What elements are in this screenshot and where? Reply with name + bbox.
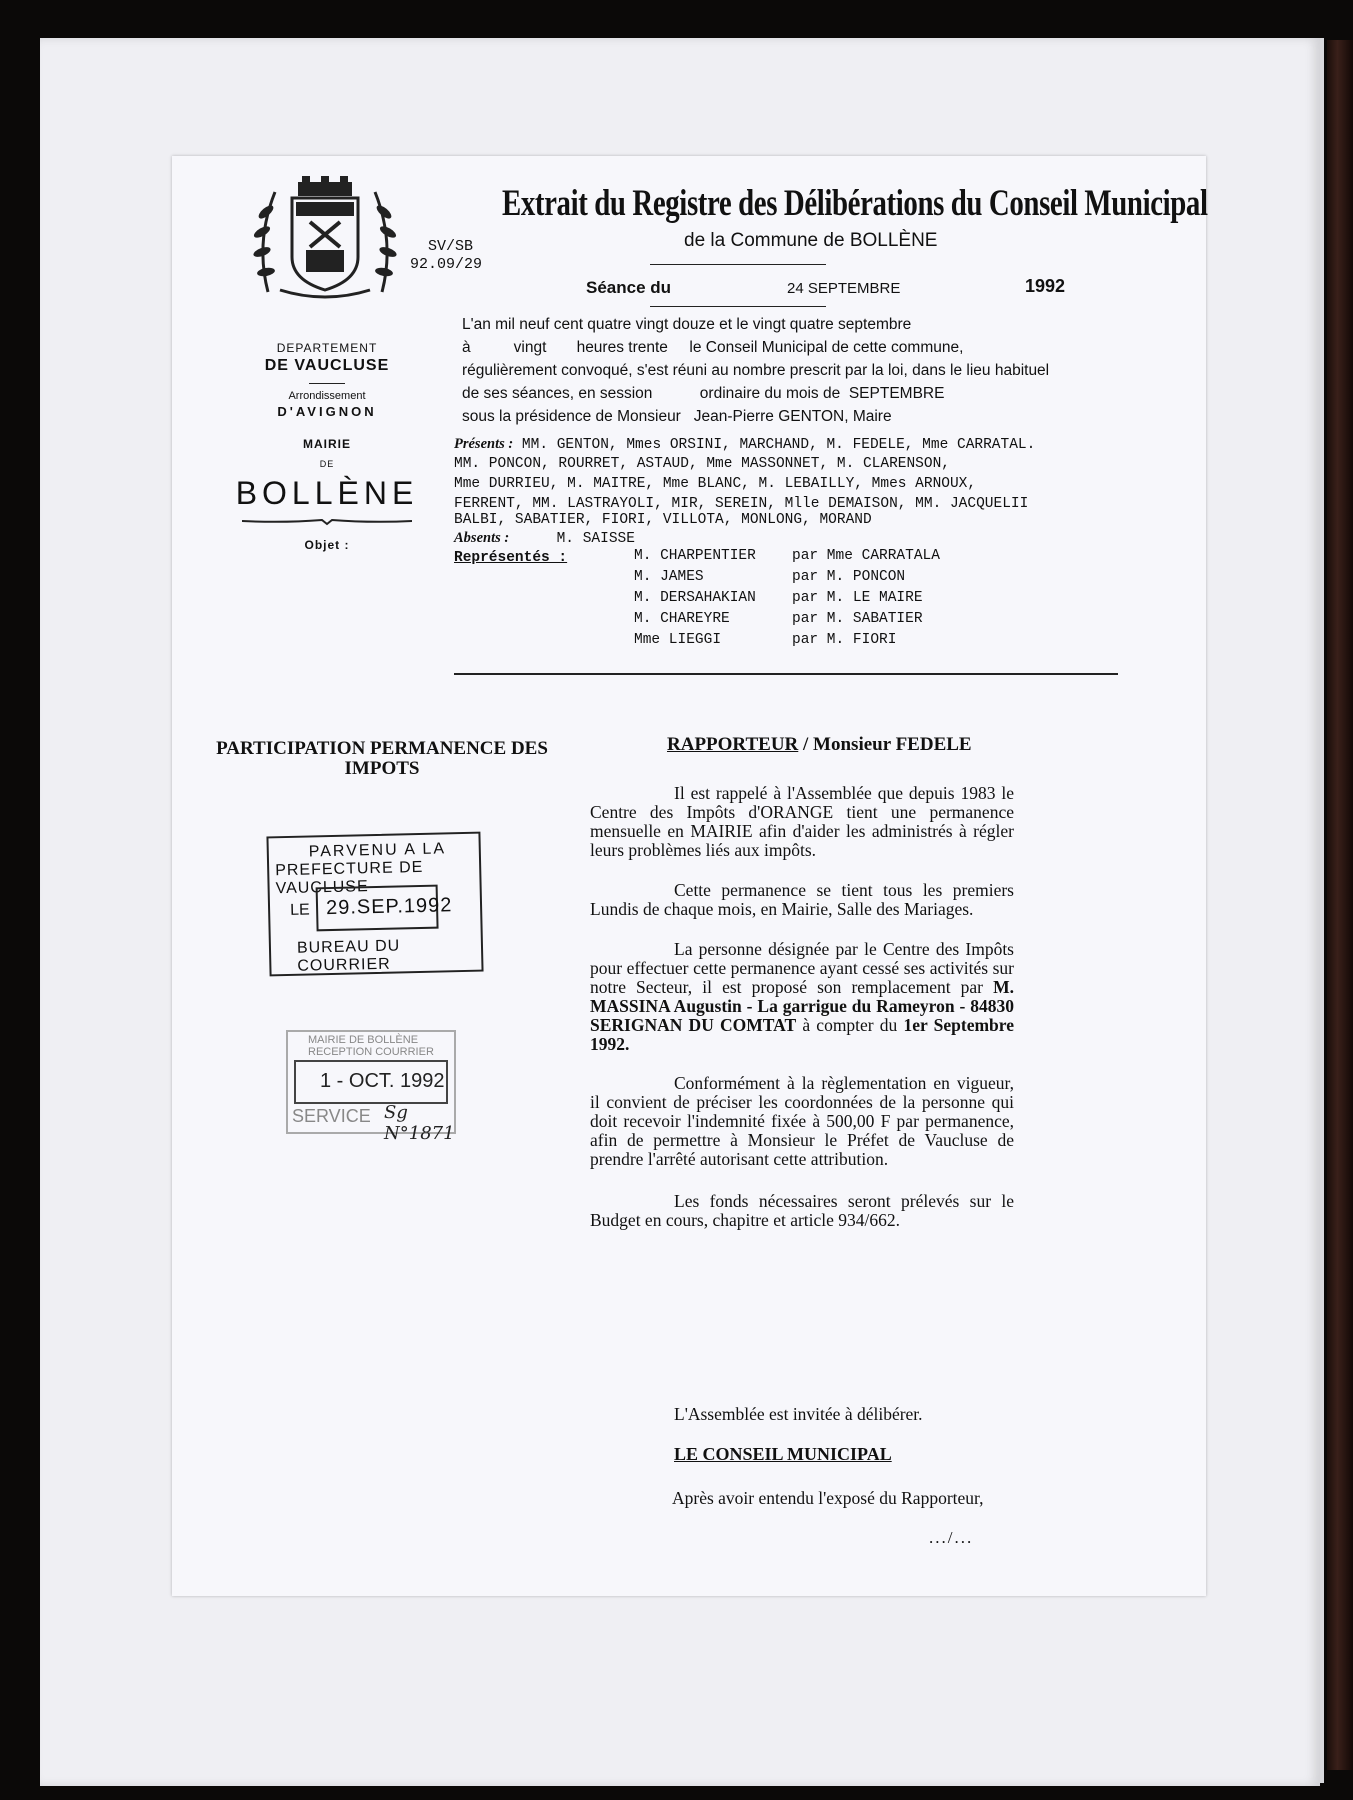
intro-line-2: à vingt heures trente le Conseil Municipal de cette commune,	[462, 339, 964, 356]
reference-line-2: 92.09/29	[410, 256, 483, 273]
mairie-stamp-line-1: MAIRIE DE BOLLÈNE	[308, 1034, 419, 1046]
de-label: DE	[319, 459, 335, 469]
represented-by: par M. SABATIER	[792, 611, 923, 627]
paragraph-2-text: Cette permanence se tient tous les premiers Lundis de chaque mois, en Mairie, Salle des Mariages.	[590, 880, 1014, 919]
intro-line-3: régulièrement convoqué, s'est réuni au nombre prescrit par la loi, dans le lieu habituel	[462, 362, 1050, 379]
rapporteur-label: RAPPORTEUR	[667, 734, 799, 755]
representes-row	[634, 569, 704, 585]
mairie-stamp-date: 1 - OCT. 1992	[320, 1070, 445, 1092]
dept-label: DEPARTEMENT	[276, 341, 378, 355]
seance-year: 1992	[1025, 276, 1066, 296]
represented-name: Mme LIEGGI	[634, 632, 722, 648]
rapporteur-heading	[667, 734, 972, 756]
register-subtitle: de la Commune de BOLLÈNE	[684, 230, 938, 251]
paragraph-2	[590, 881, 1014, 919]
reference-code	[410, 238, 482, 274]
seance-label: Séance du	[586, 278, 672, 297]
paragraph-6: L'Assemblée est invitée à délibérer.	[674, 1404, 923, 1424]
header-separator	[454, 673, 1118, 675]
representes-row	[792, 590, 923, 606]
paragraph-3-mid: à compter du	[796, 1015, 904, 1035]
presents-line-5: BALBI, SABATIER, FIORI, VILLOTA, MONLONG, MORAND	[454, 512, 872, 528]
arrondissement-label: Arrondissement	[288, 390, 366, 402]
paragraph-5	[590, 1192, 1014, 1230]
mairie-label: MAIRIE	[303, 437, 351, 451]
dept-divider	[309, 383, 345, 384]
paragraph-3-beneficiary: M. MASSINA Augustin - La garrigue du Rameyron - 84830 SERIGNAN DU COMTAT	[590, 977, 1015, 1035]
deliberation-subject	[202, 739, 562, 779]
continuation-mark: .../...	[929, 1528, 974, 1547]
town-flourish-icon	[242, 514, 412, 528]
arrondissement-name: D'AVIGNON	[277, 404, 377, 419]
represented-name: M. JAMES	[634, 569, 704, 585]
representes-row	[634, 548, 756, 564]
paragraph-1	[590, 784, 1014, 860]
prefecture-stamp-date: 29.SEP.1992	[325, 894, 453, 920]
represented-by: par M. PONCON	[792, 569, 906, 585]
prefecture-stamp	[266, 832, 483, 977]
presents-names-1: MM. GENTON, Mmes ORSINI, MARCHAND, M. FEDELE, Mme CARRATAL.	[521, 437, 1036, 453]
intro-line-4: de ses séances, en session ordinaire du mois de SEPTEMBRE	[462, 385, 945, 402]
dept-name: DE VAUCLUSE	[264, 357, 390, 374]
paragraph-3	[590, 940, 1014, 1054]
presents-label: Présents :	[454, 436, 514, 452]
book-binding	[1327, 40, 1353, 1770]
presents-line-4: FERRENT, MM. LASTRAYOLI, MIR, SEREIN, Mlle DEMAISON, MM. JACQUELII	[454, 496, 1029, 512]
represented-by: par M. LE MAIRE	[792, 590, 923, 606]
prefecture-stamp-le: LE	[289, 901, 310, 919]
mairie-stamp-handwritten: Sg N°1871	[384, 1102, 455, 1144]
representes-label: Représentés :	[454, 550, 568, 566]
mairie-stamp-service: SERVICE	[292, 1106, 371, 1126]
representes-row	[792, 611, 923, 627]
representes-row	[792, 632, 896, 648]
represented-name: M. CHARPENTIER	[634, 548, 756, 564]
register-title: Extrait du Registre des Délibérations du Conseil Municipal	[502, 183, 1208, 224]
paragraph-4	[590, 1074, 1014, 1169]
paragraph-5-text: Les fonds nécessaires seront prélevés sur le Budget en cours, chapitre et article 934/662.	[590, 1191, 1014, 1230]
town-name: BOLLÈNE	[235, 475, 419, 511]
bollene-crest-icon	[250, 172, 400, 302]
prefecture-stamp-line-1: PARVENU A LA	[308, 840, 447, 861]
department-block	[212, 341, 442, 552]
represented-by: par Mme CARRATALA	[792, 548, 940, 564]
seance-date: 24 SEPTEMBRE	[787, 280, 901, 297]
mairie-stamp-line-2: RECEPTION COURRIER	[308, 1046, 434, 1058]
prefecture-stamp-line-2: PREFECTURE DE VAUCLUSE	[275, 858, 424, 898]
absents-line	[454, 530, 635, 547]
intro-line-1: L'an mil neuf cent quatre vingt douze et le vingt quatre septembre	[462, 316, 912, 333]
document-sheet	[172, 156, 1206, 1596]
objet-label: Objet :	[304, 538, 350, 552]
presents-line-3: Mme DURRIEU, M. MAITRE, Mme BLANC, M. LEBAILLY, Mmes ARNOUX,	[454, 476, 977, 492]
paragraph-3-date: 1er Septembre 1992.	[590, 1015, 1015, 1054]
conseil-heading: LE CONSEIL MUNICIPAL	[674, 1444, 892, 1464]
rapporteur-name: / Monsieur FEDELE	[798, 734, 972, 755]
prefecture-stamp-bureau: BUREAU DU COURRIER	[296, 937, 401, 975]
representes-row	[634, 590, 756, 606]
represented-by: par M. FIORI	[792, 632, 897, 648]
subject-line-2: IMPOTS	[344, 758, 420, 779]
paragraph-3-text: La personne désignée par le Centre des Impôts pour effectuer cette permanence ayant cessé ses activités sur notre Secteur, il est proposé son remplacement par	[590, 939, 1014, 997]
representes-row	[634, 611, 730, 627]
represented-name: M. DERSAHAKIAN	[634, 590, 756, 606]
reference-line-1: SV/SB	[428, 238, 474, 255]
mairie-stamp	[286, 1030, 456, 1144]
apres-line: Après avoir entendu l'exposé du Rapporteur,	[672, 1488, 984, 1508]
prefecture-stamp-date-box	[316, 885, 453, 932]
rule-under-date	[650, 306, 826, 307]
mairie-stamp-date-box	[294, 1060, 448, 1104]
presents-line-1	[454, 436, 1035, 453]
represented-name: M. CHAREYRE	[634, 611, 730, 627]
representes-row	[792, 548, 940, 564]
subject-line-1: PARTICIPATION PERMANENCE DES	[216, 738, 548, 759]
representes-row	[792, 569, 905, 585]
presents-line-2: MM. PONCON, ROURRET, ASTAUD, Mme MASSONNET, M. CLARENSON,	[454, 456, 950, 472]
representes-row	[634, 632, 721, 648]
paragraph-1-text: Il est rappelé à l'Assemblée que depuis 1983 le Centre des Impôts d'ORANGE tient une permanence mensuelle en MAIRIE afin d'aider les administrés à régler leurs problèmes liés aux impôts.	[590, 783, 1014, 860]
absents-names: M. SAISSE	[556, 531, 635, 547]
intro-line-5: sous la présidence de Monsieur Jean-Pierre GENTON, Maire	[462, 408, 892, 425]
paragraph-4-text: Conformément à la règlementation en vigueur, il convient de préciser les coordonnées de la personne qui doit recevoir l'indemnité fixée à 500,00 F par permanence, afin de permettre à Monsieur le Préfet de Vaucluse de prendre l'arrêté autorisant cette attribution.	[590, 1073, 1014, 1169]
absents-label: Absents :	[454, 530, 510, 546]
rule-under-subtitle	[650, 264, 826, 265]
